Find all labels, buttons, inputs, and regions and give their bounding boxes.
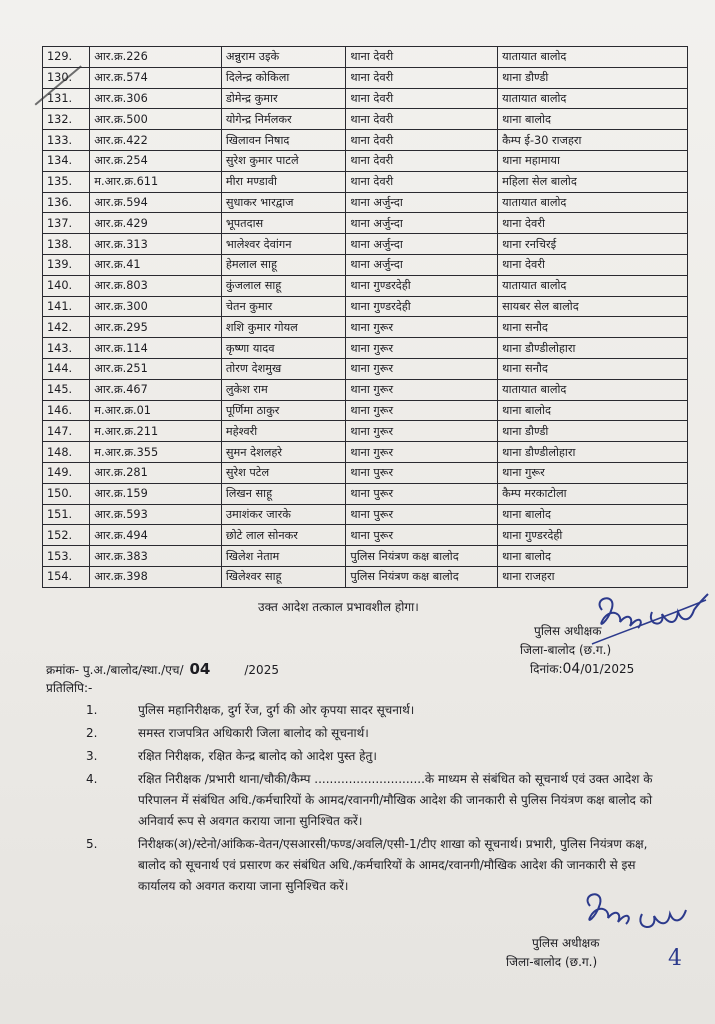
name-cell: भूपतदास <box>221 213 346 234</box>
serial-number-cell: 133. <box>43 130 90 151</box>
name-cell: सुधाकर भारद्वाज <box>221 192 346 213</box>
reference-prefix: क्रमांक- पु.अ./बालोद/स्था./एच/ <box>46 663 184 677</box>
serial-number-cell: 144. <box>43 358 90 379</box>
serial-number-cell: 149. <box>43 462 90 483</box>
serial-number-cell: 148. <box>43 442 90 463</box>
copy-item-number: 2. <box>86 726 98 740</box>
transfer-table <box>42 46 688 588</box>
from-station-cell: पुलिस नियंत्रण कक्ष बालोद <box>346 546 498 567</box>
badge-number-cell: आर.क्र.594 <box>90 192 222 213</box>
to-station-cell: थाना सनौद <box>498 317 688 338</box>
serial-number-cell: 138. <box>43 234 90 255</box>
to-station-cell: यातायात बालोद <box>498 88 688 109</box>
serial-number-cell: 150. <box>43 483 90 504</box>
reference-number: 04 <box>189 660 211 678</box>
copy-item-text: पुलिस महानिरीक्षक, दुर्ग रेंज, दुर्ग की ओर कृपया सादर सूचनार्थ। <box>138 703 415 717</box>
serial-number-cell: 137. <box>43 213 90 234</box>
badge-number-cell: आर.क्र.251 <box>90 358 222 379</box>
badge-number-cell: आर.क्र.159 <box>90 483 222 504</box>
signature-title-bottom: पुलिस अधीक्षक <box>532 936 600 950</box>
to-station-cell: यातायात बालोद <box>498 47 688 68</box>
signature-district: जिला-बालोद (छ.ग.) <box>520 643 612 657</box>
from-station-cell: थाना पुरूर <box>346 462 498 483</box>
name-cell: सुरेश कुमार पाटले <box>221 150 346 171</box>
serial-number-cell: 153. <box>43 546 90 567</box>
page-mark: 4 <box>668 946 682 971</box>
badge-number-cell: आर.क्र.306 <box>90 88 222 109</box>
badge-number-cell: आर.क्र.398 <box>90 566 222 587</box>
to-station-cell: थाना रनचिरई <box>498 234 688 255</box>
to-station-cell: थाना महामाया <box>498 150 688 171</box>
name-cell: कुंजलाल साहू <box>221 275 346 296</box>
to-station-cell: थाना गुण्डरदेही <box>498 525 688 546</box>
table-row <box>43 566 688 587</box>
copy-item <box>86 700 676 721</box>
from-station-cell: थाना देवरी <box>346 88 498 109</box>
signature-district-bottom: जिला-बालोद (छ.ग.) <box>506 955 598 969</box>
table-row <box>43 317 688 338</box>
from-station-cell: थाना गुरूर <box>346 338 498 359</box>
from-station-cell: थाना गुरूर <box>346 442 498 463</box>
table-row <box>43 67 688 88</box>
date-day: 04 <box>562 661 581 677</box>
name-cell: लिखन साहू <box>221 483 346 504</box>
to-station-cell: थाना देवरी <box>498 254 688 275</box>
from-station-cell: थाना गुरूर <box>346 358 498 379</box>
name-cell: उमाशंकर जारके <box>221 504 346 525</box>
badge-number-cell: आर.क्र.254 <box>90 150 222 171</box>
from-station-cell: थाना अर्जुन्दा <box>346 254 498 275</box>
to-station-cell: यातायात बालोद <box>498 192 688 213</box>
copy-item-text: रक्षित निरीक्षक, रक्षित केन्द्र बालोद को आदेश पुस्त हेतु। <box>138 749 377 763</box>
table-row <box>43 504 688 525</box>
to-station-cell: थाना डौण्डी <box>498 67 688 88</box>
serial-number-cell: 139. <box>43 254 90 275</box>
serial-number-cell: 130. <box>43 67 90 88</box>
serial-number-cell: 146. <box>43 400 90 421</box>
table-row <box>43 400 688 421</box>
name-cell: कृष्णा यादव <box>221 338 346 359</box>
badge-number-cell: आर.क्र.281 <box>90 462 222 483</box>
serial-number-cell: 154. <box>43 566 90 587</box>
name-cell: तोरण देशमुख <box>221 358 346 379</box>
name-cell: पूर्णिमा ठाकुर <box>221 400 346 421</box>
table-row <box>43 546 688 567</box>
to-station-cell: थाना डौण्डी <box>498 421 688 442</box>
serial-number-cell: 147. <box>43 421 90 442</box>
copy-item <box>86 769 676 832</box>
from-station-cell: थाना पुरूर <box>346 504 498 525</box>
copy-list <box>86 700 676 899</box>
to-station-cell: थाना डौण्डीलोहारा <box>498 442 688 463</box>
table-row <box>43 525 688 546</box>
table-row <box>43 88 688 109</box>
table-row <box>43 275 688 296</box>
to-station-cell: कैम्प ई-30 राजहरा <box>498 130 688 151</box>
badge-number-cell: आर.क्र.593 <box>90 504 222 525</box>
table-row <box>43 171 688 192</box>
copy-item-number: 3. <box>86 749 98 763</box>
name-cell: डोमेन्द्र कुमार <box>221 88 346 109</box>
from-station-cell: थाना अर्जुन्दा <box>346 192 498 213</box>
serial-number-cell: 141. <box>43 296 90 317</box>
date-rest: /01/2025 <box>580 662 635 676</box>
to-station-cell: थाना बालोद <box>498 109 688 130</box>
copy-item-number: 4. <box>86 772 98 786</box>
table-row <box>43 358 688 379</box>
name-cell: सुरेश पटेल <box>221 462 346 483</box>
order-note: उक्त आदेश तत्काल प्रभावशील होगा। <box>258 600 419 614</box>
serial-number-cell: 142. <box>43 317 90 338</box>
from-station-cell: थाना देवरी <box>346 47 498 68</box>
table-row <box>43 192 688 213</box>
badge-number-cell: आर.क्र.467 <box>90 379 222 400</box>
badge-number-cell: आर.क्र.295 <box>90 317 222 338</box>
table-row <box>43 379 688 400</box>
badge-number-cell: आर.क्र.494 <box>90 525 222 546</box>
table-row <box>43 483 688 504</box>
name-cell: मीरा मण्डावी <box>221 171 346 192</box>
table-row <box>43 234 688 255</box>
to-station-cell: सायबर सेल बालोद <box>498 296 688 317</box>
from-station-cell: थाना पुरूर <box>346 483 498 504</box>
serial-number-cell: 136. <box>43 192 90 213</box>
from-station-cell: थाना देवरी <box>346 130 498 151</box>
badge-number-cell: आर.क्र.574 <box>90 67 222 88</box>
to-station-cell: यातायात बालोद <box>498 379 688 400</box>
table-row <box>43 462 688 483</box>
from-station-cell: थाना गुरूर <box>346 317 498 338</box>
name-cell: खिलावन निषाद <box>221 130 346 151</box>
badge-number-cell: आर.क्र.300 <box>90 296 222 317</box>
badge-number-cell: आर.क्र.226 <box>90 47 222 68</box>
signature-title: पुलिस अधीक्षक <box>534 624 602 638</box>
name-cell: महेश्वरी <box>221 421 346 442</box>
badge-number-cell: आर.क्र.114 <box>90 338 222 359</box>
from-station-cell: थाना गुरूर <box>346 400 498 421</box>
badge-number-cell: आर.क्र.383 <box>90 546 222 567</box>
from-station-cell: थाना गुण्डरदेही <box>346 296 498 317</box>
from-station-cell: पुलिस नियंत्रण कक्ष बालोद <box>346 566 498 587</box>
copy-item-number: 1. <box>86 703 98 717</box>
table-row <box>43 338 688 359</box>
table-row <box>43 442 688 463</box>
serial-number-cell: 129. <box>43 47 90 68</box>
name-cell: सुमन देशलहरे <box>221 442 346 463</box>
from-station-cell: थाना गुरूर <box>346 421 498 442</box>
copy-label: प्रतिलिपि:- <box>46 681 93 695</box>
name-cell: अन्नुराम उइके <box>221 47 346 68</box>
name-cell: लुकेश राम <box>221 379 346 400</box>
badge-number-cell: म.आर.क्र.355 <box>90 442 222 463</box>
date-label: दिनांक: <box>530 662 563 676</box>
table-row <box>43 109 688 130</box>
to-station-cell: थाना सनौद <box>498 358 688 379</box>
table-row <box>43 130 688 151</box>
from-station-cell: थाना पुरूर <box>346 525 498 546</box>
to-station-cell: थाना बालोद <box>498 504 688 525</box>
name-cell: छोटे लाल सोनकर <box>221 525 346 546</box>
copy-item-text: समस्त राजपत्रित अधिकारी जिला बालोद को सूचनार्थ। <box>138 726 369 740</box>
badge-number-cell: आर.क्र.422 <box>90 130 222 151</box>
badge-number-cell: आर.क्र.41 <box>90 254 222 275</box>
name-cell: शशि कुमार गोयल <box>221 317 346 338</box>
table-row <box>43 47 688 68</box>
to-station-cell: थाना डौण्डीलोहारा <box>498 338 688 359</box>
to-station-cell: महिला सेल बालोद <box>498 171 688 192</box>
to-station-cell: थाना बालोद <box>498 400 688 421</box>
copy-item-text: निरीक्षक(अ)/स्टेनो/आंकिक-वेतन/एसआरसी/फण्ड/अवलि/एसी-1/टीए शाखा को सूचनार्थ। प्रभारी, पुलिस नियंत्रण कक्ष, बालोद को सूचनार्थ एवं प्रसारण कर संबंधित अधि./कर्मचारियों के आमद/रवानगी/मौखिक आदेश की जानकारी से इस कार्यालय को अवगत कराया जाना सुनिश्चित करें। <box>138 837 648 893</box>
table-row <box>43 150 688 171</box>
reference-suffix: /2025 <box>244 663 279 677</box>
to-station-cell: यातायात बालोद <box>498 275 688 296</box>
to-station-cell: थाना बालोद <box>498 546 688 567</box>
reference-line <box>46 660 279 678</box>
from-station-cell: थाना अर्जुन्दा <box>346 213 498 234</box>
name-cell: चेतन कुमार <box>221 296 346 317</box>
serial-number-cell: 135. <box>43 171 90 192</box>
badge-number-cell: म.आर.क्र.211 <box>90 421 222 442</box>
table-row <box>43 254 688 275</box>
name-cell: भालेश्वर देवांगन <box>221 234 346 255</box>
to-station-cell: थाना गुरूर <box>498 462 688 483</box>
from-station-cell: थाना देवरी <box>346 150 498 171</box>
name-cell: खिलेश नेताम <box>221 546 346 567</box>
table-row <box>43 213 688 234</box>
handwritten-signature-top <box>582 588 710 648</box>
from-station-cell: थाना देवरी <box>346 171 498 192</box>
to-station-cell: थाना देवरी <box>498 213 688 234</box>
badge-number-cell: आर.क्र.500 <box>90 109 222 130</box>
serial-number-cell: 145. <box>43 379 90 400</box>
name-cell: खिलेश्वर साहू <box>221 566 346 587</box>
from-station-cell: थाना देवरी <box>346 67 498 88</box>
from-station-cell: थाना गुरूर <box>346 379 498 400</box>
copy-item <box>86 746 676 767</box>
serial-number-cell: 134. <box>43 150 90 171</box>
table-row <box>43 296 688 317</box>
badge-number-cell: आर.क्र.313 <box>90 234 222 255</box>
copy-item <box>86 723 676 744</box>
serial-number-cell: 151. <box>43 504 90 525</box>
copy-item-text: रक्षित निरीक्षक /प्रभारी थाना/चौकी/कैम्प .............................के माध्यम से संबंधित को सूचनार्थ एवं उक्त आदेश के परिपालन में संबंधित अधि./कर्मचारियों के आमद/रवानगी/मौखिक आदेश की जानकारी से पुलिस नियंत्रण कक्ष बालोद को अनिवार्य रूप से अवगत कराया जाना सुनिश्चित करें। <box>138 772 653 828</box>
serial-number-cell: 140. <box>43 275 90 296</box>
copy-item-number: 5. <box>86 837 98 851</box>
to-station-cell: थाना राजहरा <box>498 566 688 587</box>
serial-number-cell: 131. <box>43 88 90 109</box>
badge-number-cell: आर.क्र.429 <box>90 213 222 234</box>
serial-number-cell: 143. <box>43 338 90 359</box>
from-station-cell: थाना देवरी <box>346 109 498 130</box>
to-station-cell: कैम्प मरकाटोला <box>498 483 688 504</box>
signature-date <box>504 660 694 679</box>
serial-number-cell: 132. <box>43 109 90 130</box>
badge-number-cell: आर.क्र.803 <box>90 275 222 296</box>
badge-number-cell: म.आर.क्र.01 <box>90 400 222 421</box>
from-station-cell: थाना अर्जुन्दा <box>346 234 498 255</box>
transfer-table-body <box>43 47 688 588</box>
name-cell: योगेन्द्र निर्मलकर <box>221 109 346 130</box>
name-cell: दिलेन्द्र कोकिला <box>221 67 346 88</box>
handwritten-signature-bottom <box>572 886 702 942</box>
from-station-cell: थाना गुण्डरदेही <box>346 275 498 296</box>
name-cell: हेमलाल साहू <box>221 254 346 275</box>
table-row <box>43 421 688 442</box>
serial-number-cell: 152. <box>43 525 90 546</box>
badge-number-cell: म.आर.क्र.611 <box>90 171 222 192</box>
